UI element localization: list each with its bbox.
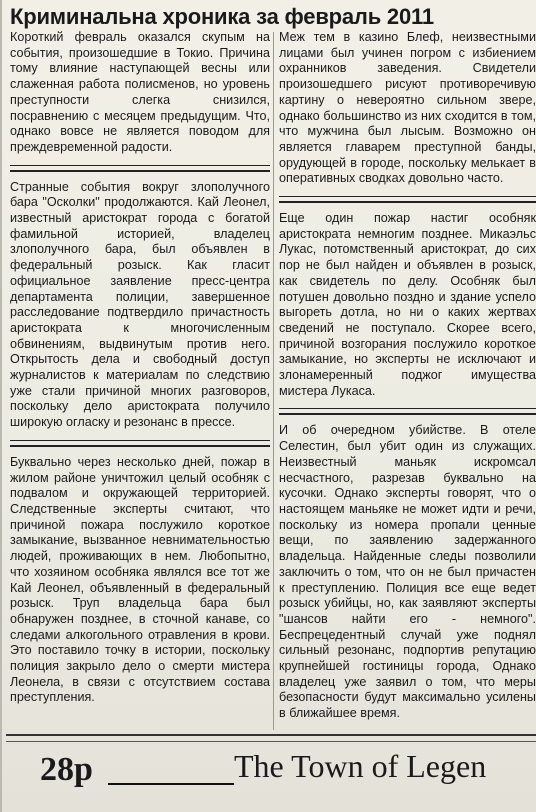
section-divider — [279, 196, 536, 203]
article — [10, 30, 270, 156]
article — [279, 423, 536, 721]
article — [10, 180, 270, 431]
page-number: 28р — [40, 751, 93, 788]
section-divider — [279, 408, 536, 415]
left-column — [10, 30, 270, 706]
column-divider — [273, 32, 274, 730]
article-text: Буквально через несколько дней, пожар в жилом районе уничтожил целый особняк с подвалом и окружающей территорией. Следственные эксперты считают, что причиной пожара послужило короткое замыкание, вызванное невнимательностью людей, проживающих в нем. Любопытно, что хозяином особняка являлся все тот же Кай Леонел, объявленный в федеральный розыск. Труп владельца бара был обнаружен позднее, в сточной канаве, со следами алкогольного отравления в крови. Это поставило точку в истории, поскольку полиция закрыло дело о смерти мистера Леонела, в связи с отсутствием состава преступления. — [10, 454, 270, 705]
headline: Криминальна хроника за февраль 2011 — [10, 4, 434, 29]
publication-title: The Town of Legen — [234, 748, 487, 784]
article — [279, 211, 536, 399]
article-text: И об очередном убийстве. В отеле Селестин, был убит один из служащих. Неизвестный маньяк искромсал несчастного, разрезав буквально на кусочки. Однако эксперты говорят, что о настоящем маньяке не может идти и речи, поскольку из номера пропали ценные вещи, по заявлению задержанного владельца. Найденные следы позволили заключить о том, что он не был причастен к преступлению. Полиция все еще ведет розыск убийцы, но, как заявляют эксперты "шансов найти его - немного". Беспрецедентный случай уже поднял сильный резонанс, подпортив репутацию крупнейшей гостиницы города, Однако владелец уже заявил о том, что меры безопасности будут максимально усилены в ближайшее время. — [279, 423, 536, 721]
article-text: Меж тем в казино Блеф, неизвестными лицами был учинен погром с избиением охранников заведения. Свидетели произошедшего рисуют противоречивую картину о невероятно сильном звере, однако большинство из них сходится в том, что мужчина был лысым. Возможно он является главарем преступной банды, орудующей в городе, поскольку мелькает в оперативных сводках довольно часто. — [279, 30, 536, 186]
right-column — [279, 30, 536, 722]
footer-line — [108, 783, 234, 785]
section-divider — [10, 165, 270, 172]
article-text: Еще один пожар настиг особняк аристократа немногим позднее. Микаэльс Лукас, потомственный аристократ, до сих пор не был найден и объявлен в розыск, как свидетель по делу. Особняк был потушен довольно поздно и здание успело выгореть дотла, но ни о каких жертвах сведений не поступало. Скорее всего, причиной возгорания послужило короткое замыкание, но эксперты не исключают и злонамеренный поджог имущества мистера Лукаса. — [279, 211, 536, 398]
article-text: Странные события вокруг злополучного бара "Осколки" продолжаются. Кай Леонел, известный аристократ города с богатой фамильной историей, владелец злополучного бара, был объявлен в федеральный розыск. Как гласит официальное заявление пресс-центра департамента полиции, завершенное расследование подтвердило причастность аристократа к многочисленным обвинениям, выдвинутым против него. Открытость дела и свободный доступ журналистов к материалам по следствию уже стали причиной многих разговоров, поскольку дело аристократа получило широкую огласку и резонанс в прессе. — [10, 179, 270, 430]
footer — [2, 740, 536, 812]
article-text: Короткий февраль оказался скупым на события, произошедшие в Токио. Причина тому влияние наступающей весны или слаженная работа полисменов, но уровень преступности слегка снизился, посравнению с месяцем предыдущим. Что, однако вовсе не является поводом для преждевременной радости. — [10, 30, 270, 154]
article — [10, 455, 270, 706]
article — [279, 30, 536, 187]
section-divider — [10, 440, 270, 447]
